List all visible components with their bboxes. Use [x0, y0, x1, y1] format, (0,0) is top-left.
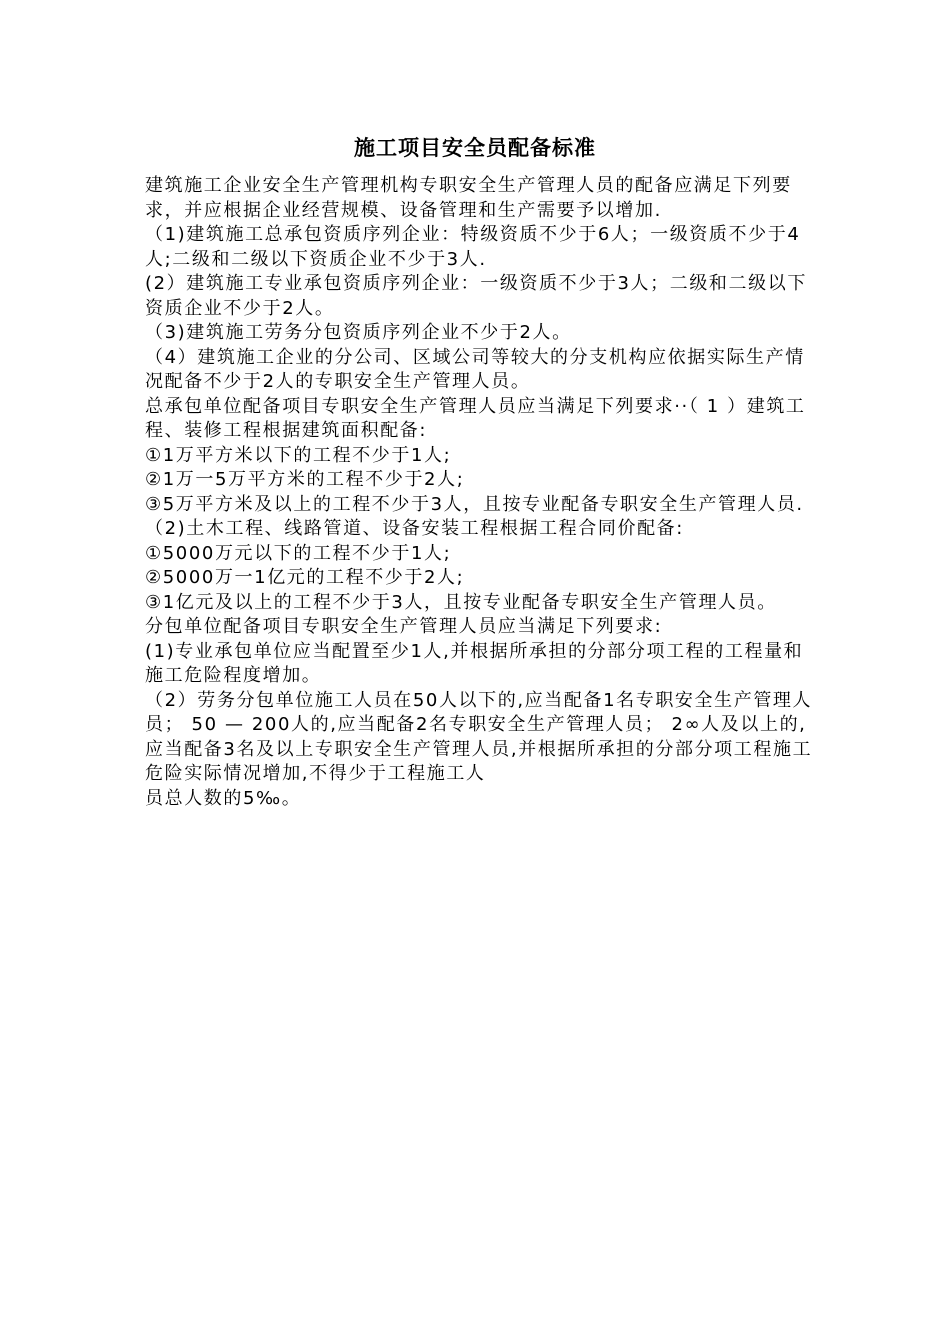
paragraph-specialty-contractor: (2）建筑施工专业承包资质序列企业：一级资质不少于3人；二级和二级以下资质企业不少于2人。: [145, 273, 807, 319]
paragraph-project-requirements: 总承包单位配备项目专职安全生产管理人员应当满足下列要求··（ 1 ）建筑工程、装修工程根据建筑面积配备:: [145, 395, 806, 441]
document-body: [145, 174, 813, 811]
paragraph-specialty-subcontractor: (1)专业承包单位应当配置至少1人,并根据所承担的分部分项工程的工程量和施工危险程度增加。: [145, 640, 804, 686]
paragraph-intro: 建筑施工企业安全生产管理机构专职安全生产管理人员的配备应满足下列要求，并应根据企业经营规模、设备管理和生产需要予以增加.: [145, 175, 792, 221]
document-title: 施工项目安全员配备标准: [354, 136, 596, 160]
paragraph-branch-offices: （4）建筑施工企业的分公司、区域公司等较大的分支机构应依据实际生产情况配备不少于2人的专职安全生产管理人员。: [145, 346, 805, 392]
paragraph-civil-engineering: （2)土木工程、线路管道、设备安装工程根据工程合同价配备:: [145, 518, 684, 539]
list-item-area-3: ③5万平方米及以上的工程不少于3人，且按专业配备专职安全生产管理人员.: [145, 493, 804, 515]
list-item-contract-1: ①5000万元以下的工程不少于1人;: [145, 542, 452, 564]
paragraph-labor-staffing-end: 员总人数的5‰。: [145, 787, 302, 809]
paragraph-labor-subcontractor: （3)建筑施工劳务分包资质序列企业不少于2人。: [145, 322, 572, 343]
list-item-area-1: ①1万平方米以下的工程不少于1人;: [145, 444, 452, 466]
paragraph-labor-staffing: （2）劳务分包单位施工人员在50人以下的,应当配备1名专职安全生产管理人员； 50 — 200人的,应当配备2名专职安全生产管理人员； 2∞人及以上的,应当配备3名及以上专职安全生产管理人员,并根据所承担的分部分项工程施工危险实际情况增加,不得少于工程施工人: [145, 689, 813, 784]
list-item-contract-2: ②5000万一1亿元的工程不少于2人;: [145, 567, 465, 588]
paragraph-subcontractor-requirements: 分包单位配备项目专职安全生产管理人员应当满足下列要求:: [145, 616, 663, 637]
list-item-contract-3: ③1亿元及以上的工程不少于3人，且按专业配备专职安全生产管理人员。: [145, 591, 777, 613]
paragraph-general-contractor: （1)建筑施工总承包资质序列企业：特级资质不少于6人；一级资质不少于4人;二级和二级以下资质企业不少于3人.: [145, 224, 801, 270]
list-item-area-2: ②1万一5万平方米的工程不少于2人;: [145, 469, 465, 490]
